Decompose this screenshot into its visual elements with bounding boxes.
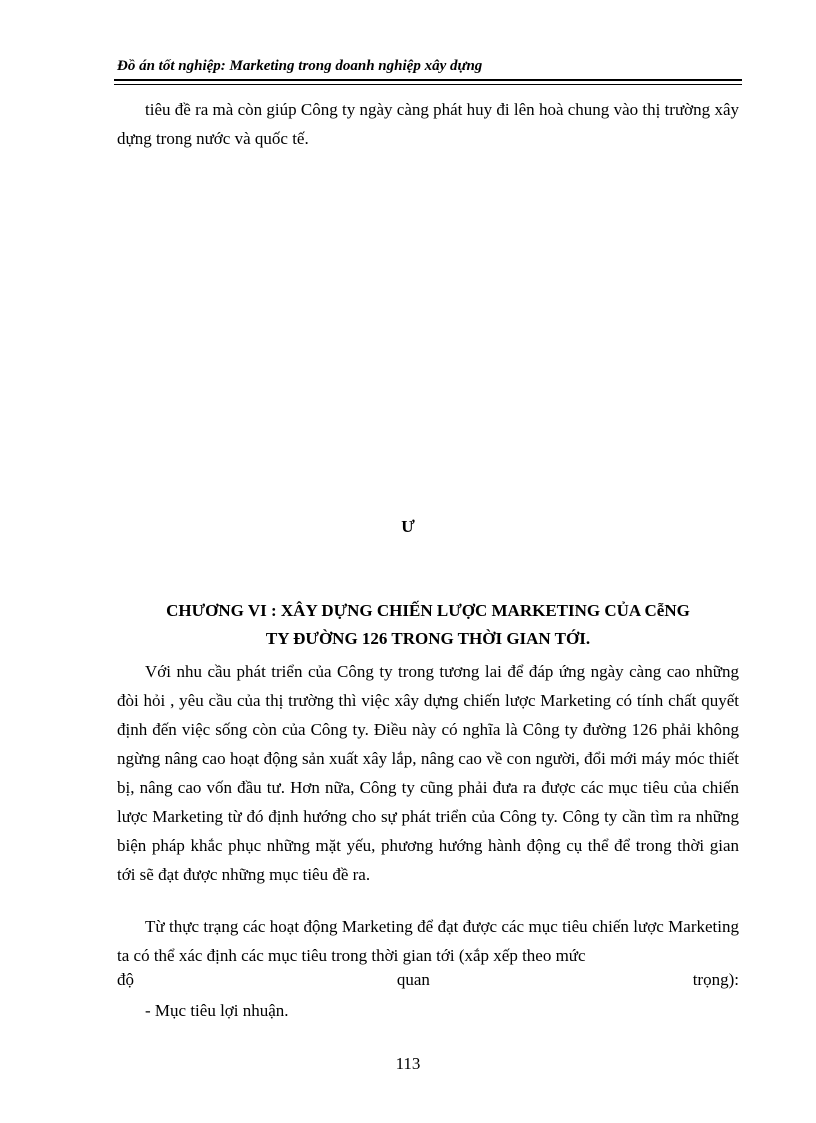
intro-paragraph-text: tiêu đề ra mà còn giúp Công ty ngày càng phát huy đi lên hoà chung vào thị trường xây dựng trong nước và quốc tế. xyxy=(117,100,739,148)
body-paragraph-2-text: Từ thực trạng các hoạt động Marketing để đạt được các mục tiêu chiến lược Marketing ta có thể xác định các mục tiêu trong thời gian tới (xắp xếp theo mức xyxy=(117,917,739,965)
bullet-item: - Mục tiêu lợi nhuận. xyxy=(145,1001,289,1020)
running-header: Đồ án tốt nghiệp: Marketing trong doanh nghiệp xây dựng xyxy=(117,58,483,74)
body-paragraph-2 xyxy=(117,912,739,970)
body-paragraph-1 xyxy=(117,657,739,889)
header-rule-thick xyxy=(114,79,742,81)
header-rule-thin xyxy=(114,84,742,85)
body-paragraph-2-last-line xyxy=(117,970,739,990)
intro-paragraph xyxy=(117,95,739,153)
chapter-heading-line-1: CHƯƠNG VI : XÂY DỰNG CHIẾN LƯỢC MARKETING CỦA CễNG xyxy=(166,601,690,620)
spread-word-1: độ xyxy=(117,970,134,989)
body-paragraph-1-text: Với nhu cầu phát triển của Công ty trong tương lai để đáp ứng ngày càng cao những đòi hỏi , yêu cầu của thị trường thì việc xây dựng chiến lược Marketing có tính chất quyết định đến việc sống còn của Công ty. Điều này có nghĩa là Công ty đường 126 phải không ngừng nâng cao hoạt động sản xuất xây lắp, nâng cao về con người, đổi mới máy móc thiết bị, nâng cao vốn đầu tư. Hơn nữa, Công ty cũng phải đưa ra được các mục tiêu của chiến lược Marketing từ đó định hướng cho sự phát triển của Công ty. Công ty cần tìm ra những biện pháp khắc phục những mặt yếu, phương hướng hành động cụ thể để trong thời gian tới sẽ đạt được những mục tiêu đề ra. xyxy=(117,662,739,884)
chapter-heading xyxy=(117,597,739,653)
stray-character: Ư xyxy=(401,517,415,536)
spread-word-2: quan xyxy=(396,970,430,989)
spread-word-3: trọng): xyxy=(692,970,739,989)
chapter-heading-line-2: TY ĐƯỜNG 126 TRONG THỜI GIAN TỚI. xyxy=(265,629,591,648)
page-number: 113 xyxy=(395,1054,421,1073)
